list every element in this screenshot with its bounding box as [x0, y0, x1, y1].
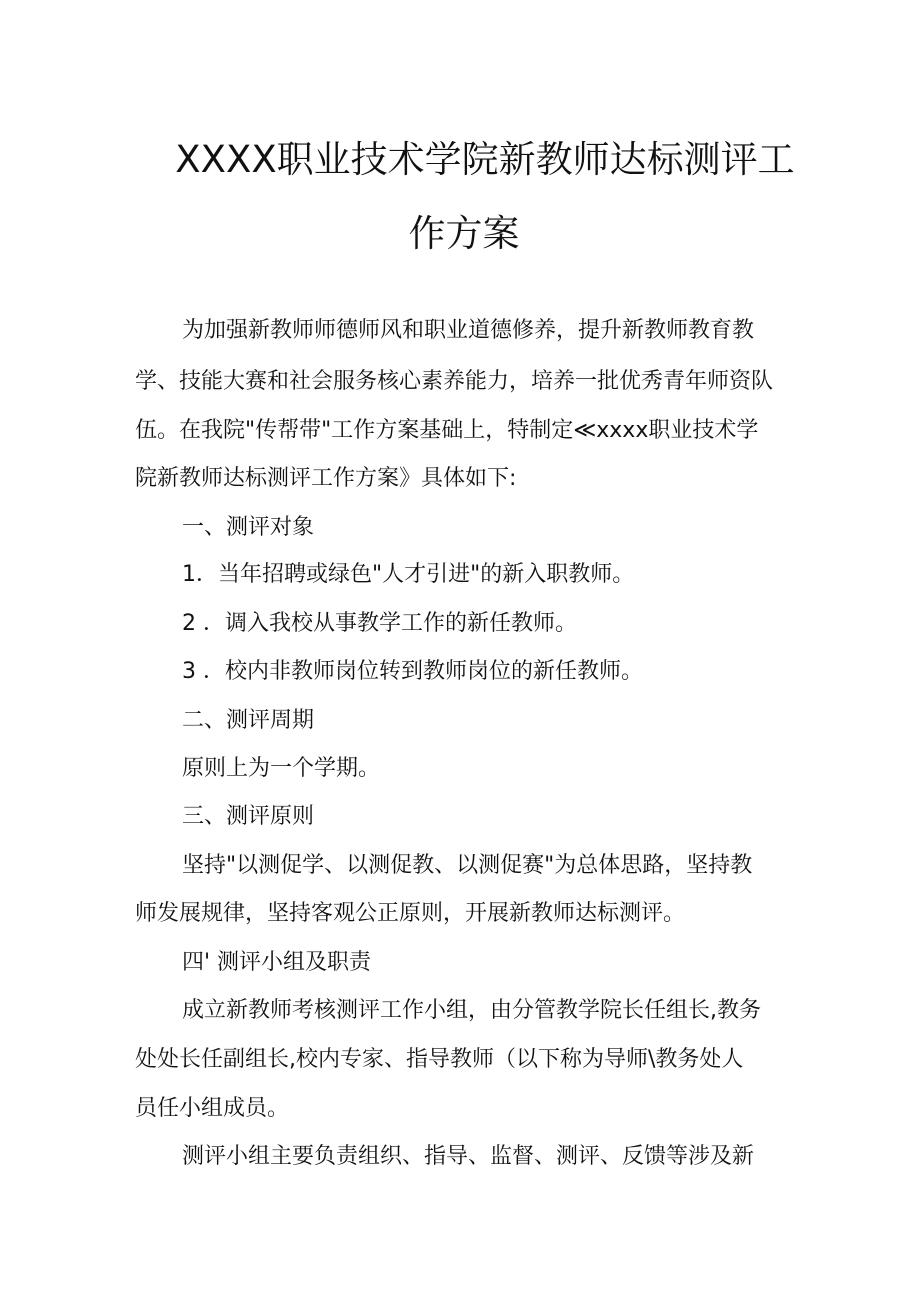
section-heading-4: 四' 测评小组及职责	[182, 950, 372, 975]
list-item-1: 1．当年招聘或绿色"人才引进"的新入职教师。	[182, 562, 635, 587]
section-body-3-line-2: 师发展规律，坚持客观公正原则，开展新教师达标测评。	[135, 901, 686, 926]
list-item-3: 3 ．校内非教师岗位转到教师岗位的新任教师。	[182, 659, 643, 684]
section-body-4-line-2: 处处长任副组长,校内专家、指导教师（以下称为导师\教务处人	[135, 1047, 744, 1072]
section-body-4-line-3: 员任小组成员。	[135, 1096, 290, 1121]
section-heading-1: 一、测评对象	[182, 515, 315, 540]
section-body-2: 原则上为一个学期。	[182, 756, 381, 781]
section-body-4-line-1: 成立新教师考核测评工作小组，由分管教学院长任组长,教务	[182, 998, 761, 1023]
document-title-line-1: XXXX职业技术学院新教师达标测评工	[175, 138, 795, 181]
section-heading-3: 三、测评原则	[182, 804, 315, 829]
section-body-3-line-1: 坚持"以测促学、以测促教、以测促赛"为总体思路，坚持教	[182, 853, 753, 878]
intro-line-4: 院新教师达标测评工作方案》具体如下:	[135, 466, 517, 491]
list-item-2: 2 ．调入我校从事教学工作的新任教师。	[182, 611, 577, 636]
document-title-line-2: 作方案	[408, 212, 520, 255]
intro-line-1: 为加强新教师师德师风和职业道德修养，提升新教师教育教	[182, 318, 755, 343]
intro-line-3: 伍。在我院"传帮带"工作方案基础上，特制定≪xxxx职业技术学	[135, 418, 759, 443]
intro-line-2: 学、技能大赛和社会服务核心素养能力，培养一批优秀青年师资队	[135, 369, 774, 394]
section-body-4-line-4: 测评小组主要负责组织、指导、监督、测评、反馈等涉及新	[182, 1144, 755, 1169]
section-heading-2: 二、测评周期	[182, 708, 315, 733]
